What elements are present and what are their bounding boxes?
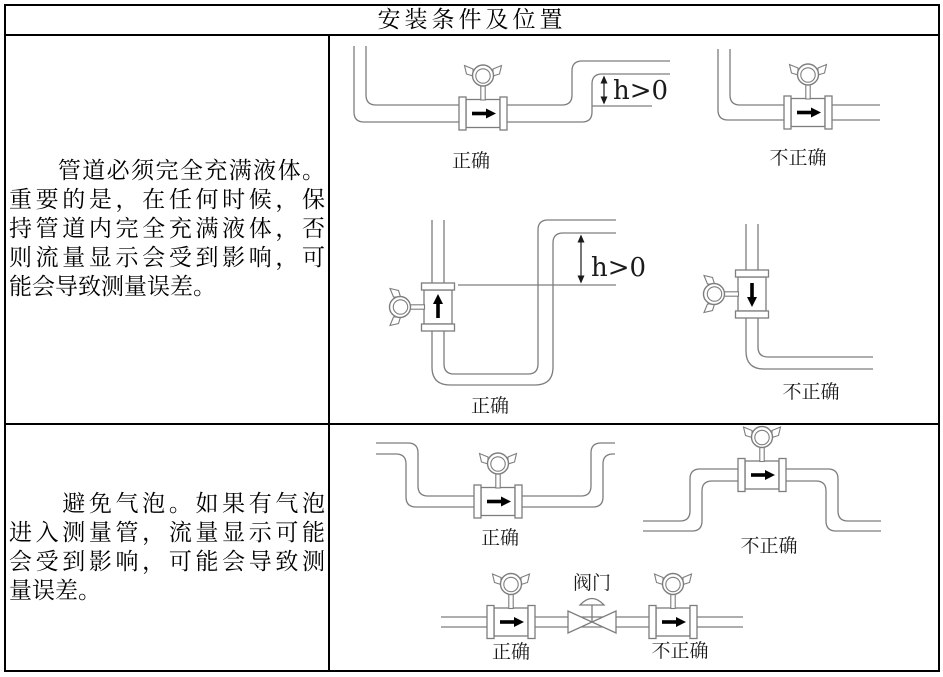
section1-text-cell bbox=[6, 36, 330, 423]
section2-text-cell bbox=[6, 425, 330, 670]
table-title bbox=[6, 6, 938, 36]
pipe bbox=[432, 220, 616, 385]
correct-label: 正确 bbox=[480, 527, 520, 549]
section1-row bbox=[6, 36, 938, 425]
paragraph-line: 进入测量管，流量显示可能 bbox=[9, 519, 325, 546]
section2-row bbox=[6, 425, 938, 670]
flow-meter-icon bbox=[704, 270, 769, 318]
flow-meter-icon bbox=[474, 453, 522, 518]
incorrect-label: 不正确 bbox=[769, 147, 827, 169]
installation-table bbox=[4, 4, 940, 672]
paragraph-line: 则流量显示会受到影响，可 bbox=[9, 245, 325, 271]
incorrect-label: 不正确 bbox=[782, 381, 840, 403]
height-dimension-label: h>0 bbox=[591, 253, 647, 283]
section1-diagram-cell bbox=[330, 36, 938, 423]
dimension-arrowhead bbox=[601, 76, 608, 84]
section2-diagrams bbox=[330, 425, 938, 670]
dimension-arrowhead bbox=[578, 276, 585, 284]
flow-meter-icon bbox=[784, 64, 832, 129]
paragraph-line: 管道必须完全充满液体。 bbox=[9, 158, 325, 184]
section1-paragraph bbox=[9, 157, 325, 302]
dimension-arrowhead bbox=[578, 235, 585, 243]
height-dimension-label: h>0 bbox=[613, 76, 669, 106]
paragraph-line: 量误差。 bbox=[9, 577, 101, 604]
incorrect-label: 不正确 bbox=[651, 640, 709, 662]
dimension-arrowhead bbox=[601, 97, 608, 105]
paragraph-line: 能会导致测量误差。 bbox=[9, 274, 216, 300]
paragraph-line: 持管道内完全充满液体，否 bbox=[9, 216, 325, 242]
incorrect-label: 不正确 bbox=[740, 535, 798, 557]
section2-paragraph bbox=[9, 490, 325, 606]
valve-label: 阀门 bbox=[572, 572, 612, 594]
flow-meter-icon bbox=[487, 574, 535, 639]
section1-diagrams bbox=[330, 36, 938, 423]
flow-meter-icon bbox=[459, 65, 507, 130]
flow-meter-icon bbox=[649, 574, 697, 639]
correct-label: 正确 bbox=[470, 395, 510, 417]
flow-meter-icon bbox=[390, 283, 455, 331]
pipe bbox=[758, 224, 873, 357]
table-title-text: 安装条件及位置 bbox=[377, 7, 567, 33]
paragraph-line: 会受到影响，可能会导致测 bbox=[9, 548, 325, 575]
section2-diagram-cell bbox=[330, 425, 938, 670]
correct-label: 正确 bbox=[491, 641, 531, 663]
valve-icon bbox=[568, 599, 616, 634]
paragraph-line: 重要的是，在任何时候，保 bbox=[9, 187, 325, 213]
correct-label: 正确 bbox=[451, 150, 491, 172]
paragraph-line: 避免气泡。如果有气泡 bbox=[9, 490, 325, 517]
pipe bbox=[444, 220, 616, 374]
flow-meter-icon bbox=[738, 427, 786, 492]
